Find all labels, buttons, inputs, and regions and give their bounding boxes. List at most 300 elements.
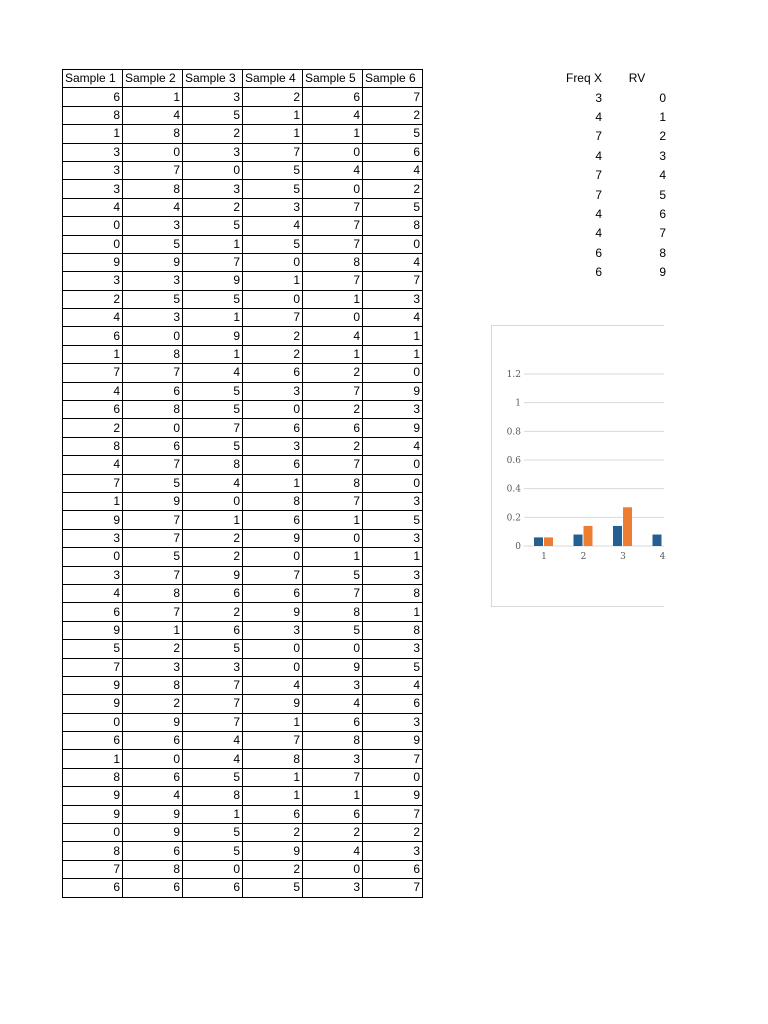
table-cell[interactable]: 6 [243,364,303,382]
table-cell[interactable]: 8 [363,621,423,639]
table-cell[interactable]: 1 [123,88,183,106]
table-cell[interactable]: 8 [63,106,123,124]
table-cell[interactable]: 4 [183,750,243,768]
table-cell[interactable]: 7 [123,364,183,382]
table-cell[interactable]: 1 [363,327,423,345]
table-cell[interactable]: 0 [243,548,303,566]
table-cell[interactable]: 7 [123,529,183,547]
table-cell[interactable]: 2 [243,824,303,842]
table-cell[interactable]: 7 [303,382,363,400]
table-cell[interactable]: 6 [303,805,363,823]
table-cell[interactable]: 3 [303,879,363,897]
table-cell[interactable]: 6 [303,88,363,106]
sample-header-5[interactable]: Sample 5 [303,70,363,88]
table-cell[interactable]: 0 [123,419,183,437]
table-cell[interactable]: 0 [63,548,123,566]
table-cell[interactable]: 3 [363,401,423,419]
table-cell[interactable]: 4 [363,309,423,327]
table-cell[interactable]: 2 [303,401,363,419]
table-cell[interactable]: 9 [183,566,243,584]
table-cell[interactable]: 6 [63,327,123,345]
table-cell[interactable]: 5 [303,566,363,584]
freq-x-cell[interactable]: 6 [595,265,602,280]
table-cell[interactable]: 2 [243,327,303,345]
rv-cell[interactable]: 2 [659,129,666,144]
table-cell[interactable]: 7 [243,309,303,327]
table-cell[interactable]: 5 [183,640,243,658]
table-cell[interactable]: 1 [63,492,123,510]
freq-x-cell[interactable]: 4 [595,226,602,241]
table-cell[interactable]: 4 [243,676,303,694]
table-cell[interactable]: 5 [183,401,243,419]
table-cell[interactable]: 3 [63,529,123,547]
table-cell[interactable]: 7 [63,860,123,878]
table-cell[interactable]: 0 [183,492,243,510]
bar-2-3[interactable] [623,507,632,546]
bar-2-1[interactable] [544,537,553,546]
table-cell[interactable]: 6 [123,768,183,786]
sample-header-1[interactable]: Sample 1 [63,70,123,88]
table-cell[interactable]: 5 [123,290,183,308]
freq-x-cell[interactable]: 7 [595,168,602,183]
table-cell[interactable]: 9 [243,695,303,713]
table-cell[interactable]: 6 [63,879,123,897]
table-cell[interactable]: 1 [243,272,303,290]
table-cell[interactable]: 5 [243,235,303,253]
table-cell[interactable]: 4 [63,584,123,602]
rv-cell[interactable]: 7 [659,226,666,241]
table-cell[interactable]: 0 [183,860,243,878]
table-cell[interactable]: 5 [243,161,303,179]
table-cell[interactable]: 4 [303,106,363,124]
table-cell[interactable]: 4 [123,787,183,805]
table-cell[interactable]: 9 [63,511,123,529]
table-cell[interactable]: 8 [303,732,363,750]
table-cell[interactable]: 1 [303,345,363,363]
table-cell[interactable]: 0 [63,824,123,842]
rv-cell[interactable]: 0 [659,90,666,105]
rv-cell[interactable]: 3 [659,148,666,163]
table-cell[interactable]: 9 [63,787,123,805]
table-cell[interactable]: 6 [183,621,243,639]
table-cell[interactable]: 1 [303,787,363,805]
table-cell[interactable]: 5 [183,437,243,455]
table-cell[interactable]: 1 [363,548,423,566]
table-cell[interactable]: 3 [63,180,123,198]
table-cell[interactable]: 7 [183,676,243,694]
table-cell[interactable]: 8 [63,768,123,786]
table-cell[interactable]: 0 [303,143,363,161]
table-cell[interactable]: 0 [363,456,423,474]
table-cell[interactable]: 9 [123,253,183,271]
table-cell[interactable]: 0 [363,235,423,253]
table-cell[interactable]: 2 [183,603,243,621]
table-cell[interactable]: 9 [63,695,123,713]
sample-header-2[interactable]: Sample 2 [123,70,183,88]
table-cell[interactable]: 8 [183,787,243,805]
table-cell[interactable]: 3 [303,676,363,694]
table-cell[interactable]: 3 [363,566,423,584]
table-cell[interactable]: 3 [363,290,423,308]
table-cell[interactable]: 5 [183,106,243,124]
table-cell[interactable]: 3 [243,621,303,639]
table-cell[interactable]: 9 [63,676,123,694]
table-cell[interactable]: 7 [303,235,363,253]
table-cell[interactable]: 4 [63,198,123,216]
freq-x-cell[interactable]: 4 [595,109,602,124]
table-cell[interactable]: 9 [363,382,423,400]
table-cell[interactable]: 9 [63,253,123,271]
table-cell[interactable]: 0 [123,143,183,161]
table-cell[interactable]: 7 [123,161,183,179]
table-cell[interactable]: 8 [63,437,123,455]
bar-1-1[interactable] [534,537,543,546]
table-cell[interactable]: 9 [303,658,363,676]
table-cell[interactable]: 2 [303,824,363,842]
table-cell[interactable]: 7 [303,584,363,602]
table-cell[interactable]: 2 [243,345,303,363]
table-cell[interactable]: 6 [243,456,303,474]
table-cell[interactable]: 0 [303,860,363,878]
freq-x-header[interactable]: Freq X [565,71,602,86]
table-cell[interactable]: 8 [243,492,303,510]
table-cell[interactable]: 1 [183,511,243,529]
table-cell[interactable]: 3 [363,492,423,510]
table-cell[interactable]: 1 [63,125,123,143]
table-cell[interactable]: 7 [363,272,423,290]
table-cell[interactable]: 1 [183,805,243,823]
freq-x-cell[interactable]: 7 [595,129,602,144]
table-cell[interactable]: 3 [123,272,183,290]
table-cell[interactable]: 5 [183,217,243,235]
table-cell[interactable]: 2 [123,695,183,713]
table-cell[interactable]: 1 [243,474,303,492]
table-cell[interactable]: 7 [363,805,423,823]
table-cell[interactable]: 3 [183,88,243,106]
table-cell[interactable]: 6 [123,732,183,750]
table-cell[interactable]: 6 [363,143,423,161]
table-cell[interactable]: 5 [183,382,243,400]
table-cell[interactable]: 6 [183,879,243,897]
table-cell[interactable]: 6 [123,842,183,860]
table-cell[interactable]: 4 [303,842,363,860]
table-cell[interactable]: 8 [123,676,183,694]
table-cell[interactable]: 8 [123,180,183,198]
table-cell[interactable]: 4 [123,106,183,124]
table-cell[interactable]: 4 [183,732,243,750]
table-cell[interactable]: 7 [123,566,183,584]
table-cell[interactable]: 7 [243,732,303,750]
table-cell[interactable]: 1 [303,290,363,308]
table-cell[interactable]: 3 [63,143,123,161]
table-cell[interactable]: 6 [123,437,183,455]
table-cell[interactable]: 9 [243,529,303,547]
table-cell[interactable]: 7 [303,456,363,474]
table-cell[interactable]: 9 [183,327,243,345]
table-cell[interactable]: 1 [63,345,123,363]
table-cell[interactable]: 6 [63,732,123,750]
table-cell[interactable]: 5 [63,640,123,658]
table-cell[interactable]: 0 [363,768,423,786]
table-cell[interactable]: 7 [63,658,123,676]
table-cell[interactable]: 3 [183,143,243,161]
freq-x-cell[interactable]: 4 [595,206,602,221]
table-cell[interactable]: 1 [243,106,303,124]
table-cell[interactable]: 6 [363,860,423,878]
table-cell[interactable]: 6 [123,879,183,897]
table-cell[interactable]: 5 [363,198,423,216]
table-cell[interactable]: 4 [303,327,363,345]
table-cell[interactable]: 5 [303,621,363,639]
table-cell[interactable]: 2 [363,824,423,842]
table-cell[interactable]: 8 [363,217,423,235]
table-cell[interactable]: 9 [363,732,423,750]
table-cell[interactable]: 1 [183,309,243,327]
table-cell[interactable]: 7 [123,603,183,621]
table-cell[interactable]: 6 [363,695,423,713]
table-cell[interactable]: 7 [123,511,183,529]
table-cell[interactable]: 9 [183,272,243,290]
sample-header-6[interactable]: Sample 6 [363,70,423,88]
table-cell[interactable]: 5 [123,474,183,492]
table-cell[interactable]: 6 [243,511,303,529]
table-cell[interactable]: 7 [363,750,423,768]
table-cell[interactable]: 1 [183,235,243,253]
table-cell[interactable]: 3 [363,713,423,731]
table-cell[interactable]: 9 [243,842,303,860]
table-cell[interactable]: 7 [303,217,363,235]
table-cell[interactable]: 6 [183,584,243,602]
table-cell[interactable]: 1 [243,713,303,731]
table-cell[interactable]: 7 [243,143,303,161]
rv-header[interactable]: RV [628,71,646,86]
table-cell[interactable]: 1 [303,511,363,529]
table-cell[interactable]: 7 [63,364,123,382]
table-cell[interactable]: 7 [183,713,243,731]
table-cell[interactable]: 8 [303,253,363,271]
table-cell[interactable]: 6 [243,419,303,437]
table-cell[interactable]: 5 [183,768,243,786]
rv-cell[interactable]: 9 [659,265,666,280]
freq-x-cell[interactable]: 4 [595,148,602,163]
table-cell[interactable]: 4 [363,253,423,271]
rv-cell[interactable]: 6 [659,206,666,221]
table-cell[interactable]: 7 [363,88,423,106]
table-cell[interactable]: 7 [303,198,363,216]
table-cell[interactable]: 4 [303,695,363,713]
table-cell[interactable]: 3 [63,272,123,290]
table-cell[interactable]: 5 [243,879,303,897]
table-cell[interactable]: 3 [183,180,243,198]
table-cell[interactable]: 1 [303,125,363,143]
table-cell[interactable]: 8 [303,474,363,492]
table-cell[interactable]: 9 [123,713,183,731]
rv-cell[interactable]: 4 [659,168,666,183]
rv-cell[interactable]: 5 [659,187,666,202]
table-cell[interactable]: 7 [363,879,423,897]
table-cell[interactable]: 7 [123,456,183,474]
table-cell[interactable]: 0 [363,474,423,492]
table-cell[interactable]: 4 [363,437,423,455]
rv-cell[interactable]: 8 [659,245,666,260]
table-cell[interactable]: 6 [123,382,183,400]
table-cell[interactable]: 1 [123,621,183,639]
bar-1-3[interactable] [613,526,622,546]
table-cell[interactable]: 6 [63,603,123,621]
sample-header-4[interactable]: Sample 4 [243,70,303,88]
bar-chart[interactable] [491,325,664,607]
table-cell[interactable]: 6 [63,88,123,106]
table-cell[interactable]: 7 [303,492,363,510]
table-cell[interactable]: 0 [243,658,303,676]
table-cell[interactable]: 5 [183,824,243,842]
table-cell[interactable]: 1 [243,768,303,786]
table-cell[interactable]: 7 [183,253,243,271]
table-cell[interactable]: 2 [363,106,423,124]
table-cell[interactable]: 4 [243,217,303,235]
table-cell[interactable]: 4 [63,309,123,327]
table-cell[interactable]: 2 [183,548,243,566]
rv-cell[interactable]: 1 [659,109,666,124]
table-cell[interactable]: 0 [303,309,363,327]
table-cell[interactable]: 2 [183,529,243,547]
table-cell[interactable]: 1 [63,750,123,768]
table-cell[interactable]: 0 [63,235,123,253]
table-cell[interactable]: 0 [363,364,423,382]
table-cell[interactable]: 0 [243,253,303,271]
table-cell[interactable]: 2 [243,860,303,878]
table-cell[interactable]: 0 [63,217,123,235]
table-cell[interactable]: 5 [363,511,423,529]
table-cell[interactable]: 3 [243,382,303,400]
table-cell[interactable]: 4 [363,676,423,694]
table-cell[interactable]: 3 [123,309,183,327]
table-cell[interactable]: 2 [303,437,363,455]
table-cell[interactable]: 5 [123,548,183,566]
table-cell[interactable]: 3 [63,161,123,179]
table-cell[interactable]: 0 [303,640,363,658]
table-cell[interactable]: 4 [183,474,243,492]
table-cell[interactable]: 4 [183,364,243,382]
table-cell[interactable]: 3 [243,437,303,455]
table-cell[interactable]: 7 [303,768,363,786]
table-cell[interactable]: 9 [363,787,423,805]
sample-header-3[interactable]: Sample 3 [183,70,243,88]
table-cell[interactable]: 3 [123,217,183,235]
table-cell[interactable]: 4 [303,161,363,179]
table-cell[interactable]: 5 [183,842,243,860]
table-cell[interactable]: 1 [243,125,303,143]
table-cell[interactable]: 2 [363,180,423,198]
table-cell[interactable]: 3 [363,640,423,658]
bar-2-2[interactable] [584,526,593,546]
table-cell[interactable]: 7 [183,695,243,713]
table-cell[interactable]: 8 [303,603,363,621]
table-cell[interactable]: 9 [123,824,183,842]
table-cell[interactable]: 1 [303,548,363,566]
table-cell[interactable]: 2 [63,419,123,437]
table-cell[interactable]: 3 [363,842,423,860]
freq-x-cell[interactable]: 6 [595,245,602,260]
table-cell[interactable]: 7 [183,419,243,437]
table-cell[interactable]: 6 [303,419,363,437]
table-cell[interactable]: 8 [123,401,183,419]
table-cell[interactable]: 1 [243,787,303,805]
table-cell[interactable]: 2 [243,88,303,106]
table-cell[interactable]: 0 [183,161,243,179]
table-cell[interactable]: 1 [183,345,243,363]
table-cell[interactable]: 0 [243,401,303,419]
table-cell[interactable]: 0 [303,529,363,547]
table-cell[interactable]: 9 [63,805,123,823]
table-cell[interactable]: 4 [63,456,123,474]
table-cell[interactable]: 8 [63,842,123,860]
table-cell[interactable]: 0 [123,750,183,768]
table-cell[interactable]: 2 [123,640,183,658]
table-cell[interactable]: 5 [123,235,183,253]
bar-1-4[interactable] [653,535,662,546]
table-cell[interactable]: 4 [123,198,183,216]
bar-1-2[interactable] [574,535,583,546]
table-cell[interactable]: 8 [363,584,423,602]
table-cell[interactable]: 7 [303,272,363,290]
table-cell[interactable]: 5 [183,290,243,308]
table-cell[interactable]: 8 [123,584,183,602]
table-cell[interactable]: 9 [363,419,423,437]
freq-x-cell[interactable]: 3 [595,90,602,105]
table-cell[interactable]: 0 [243,640,303,658]
table-cell[interactable]: 4 [363,161,423,179]
table-cell[interactable]: 6 [63,401,123,419]
table-cell[interactable]: 3 [303,750,363,768]
table-cell[interactable]: 3 [63,566,123,584]
table-cell[interactable]: 6 [243,584,303,602]
table-cell[interactable]: 6 [303,713,363,731]
table-cell[interactable]: 2 [183,198,243,216]
table-cell[interactable]: 2 [303,364,363,382]
freq-x-cell[interactable]: 7 [595,187,602,202]
table-cell[interactable]: 0 [123,327,183,345]
table-cell[interactable]: 4 [63,382,123,400]
table-cell[interactable]: 9 [123,492,183,510]
table-cell[interactable]: 1 [363,603,423,621]
table-cell[interactable]: 1 [363,345,423,363]
table-cell[interactable]: 2 [183,125,243,143]
table-cell[interactable]: 8 [243,750,303,768]
table-cell[interactable]: 3 [243,198,303,216]
table-cell[interactable]: 9 [123,805,183,823]
table-cell[interactable]: 0 [243,290,303,308]
table-cell[interactable]: 9 [63,621,123,639]
table-cell[interactable]: 8 [123,345,183,363]
table-cell[interactable]: 8 [123,860,183,878]
table-cell[interactable]: 3 [363,529,423,547]
table-cell[interactable]: 5 [363,658,423,676]
table-cell[interactable]: 0 [63,713,123,731]
table-cell[interactable]: 3 [123,658,183,676]
table-cell[interactable]: 8 [123,125,183,143]
table-cell[interactable]: 2 [63,290,123,308]
table-cell[interactable]: 5 [243,180,303,198]
table-cell[interactable]: 9 [243,603,303,621]
table-cell[interactable]: 8 [183,456,243,474]
table-cell[interactable]: 3 [183,658,243,676]
table-cell[interactable]: 5 [363,125,423,143]
table-cell[interactable]: 7 [243,566,303,584]
table-cell[interactable]: 7 [63,474,123,492]
table-cell[interactable]: 6 [243,805,303,823]
table-cell[interactable]: 0 [303,180,363,198]
